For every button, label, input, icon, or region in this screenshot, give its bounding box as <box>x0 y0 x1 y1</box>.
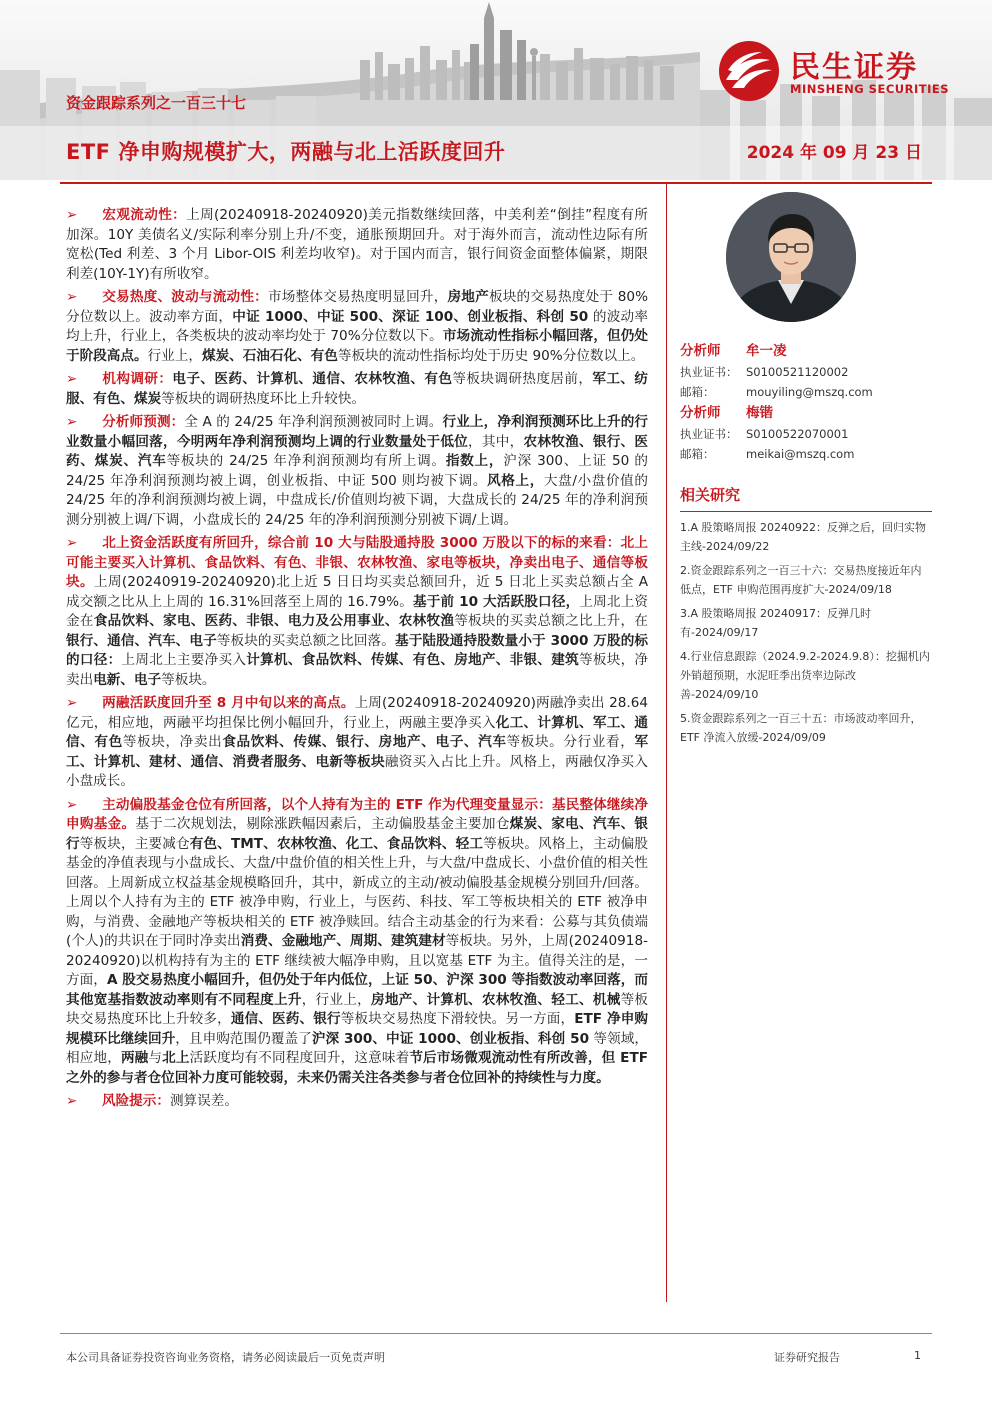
summary-bullet <box>66 694 648 792</box>
column-divider <box>666 184 667 1302</box>
bullet-text: 等领域，相应地， <box>66 1030 648 1066</box>
summary-bullet <box>66 1092 648 1112</box>
bullet-emphasis: 计算机、食品饮料、传媒、有色、房地产、非银、建筑 <box>246 652 579 668</box>
bullet-emphasis: 市场流动性指标小幅回落，但仍处于阶段高点。 <box>66 328 648 364</box>
analyst-email-row <box>680 382 932 402</box>
related-research-item[interactable]: 3.A 股策略周报 20240917：反弹几时有-2024/09/17 <box>680 607 872 639</box>
bullet-heading: 主动偏股基金仓位有所回落，以个人持有为主的 ETF 作为代理变量显示：基民整体继续净申购基金。 <box>66 796 648 832</box>
bullet-text: 等板块。另外，上周(20240918-20240920)以机构持有为主的 ETF 继续被大幅净申购，且以宽基 ETF 为主。值得关注的是，一方面， <box>66 933 649 988</box>
related-research-list <box>680 518 932 747</box>
bullet-emphasis: 军工、计算机、建材、通信、消费者服务、电新等板块 <box>66 734 649 770</box>
summary-bullet <box>66 413 648 530</box>
related-research <box>680 484 932 752</box>
cert-label: 执业证书： <box>680 427 738 441</box>
analyst-portrait-icon <box>726 192 856 322</box>
bullet-text: 大盘/小盘价值的 24/25 年的净利润预测均被上调，中盘成长/价值则均被下调，大盘成长的 24/25 年的净利润预测分别被上调/下调，小盘成长的 24/25 年的净利润预测分别被下调/上调。 <box>66 472 648 528</box>
header-divider <box>60 182 932 184</box>
report-header <box>0 0 992 180</box>
logo-name: 民生证券 <box>790 50 918 85</box>
bullet-text: 板块的交易热度处于 80%分位数以上。波动率方面， <box>66 289 648 325</box>
bullet-emphasis: 农林牧渔、银行、医药、煤炭、汽车 <box>66 433 649 469</box>
company-logo <box>718 40 968 100</box>
analyst-card <box>680 402 932 464</box>
bullet-emphasis: 风格上， <box>487 472 544 489</box>
bullet-emphasis: 食品饮料、家电、医药、非银、电力及公用事业、农林牧渔 <box>93 613 455 629</box>
summary-bullet <box>66 288 648 366</box>
summary-bullet <box>66 370 648 409</box>
arrow-bullet-icon: ➢ <box>66 207 78 223</box>
bullet-text: 等板块的调研热度环比上升较快。 <box>161 390 366 407</box>
bullet-text: 等板块的 24/25 年净利润预测均有所上调。 <box>166 453 446 469</box>
bullet-text: 市场整体交易热度明显回升， <box>267 289 448 305</box>
arrow-bullet-icon: ➢ <box>66 695 78 711</box>
bullet-emphasis: 有色、TMT、农林牧渔、化工、食品饮料、轻工 <box>189 835 484 852</box>
arrow-bullet-icon: ➢ <box>66 414 78 430</box>
analyst-name-row <box>680 340 932 362</box>
bullet-emphasis: A 股交易热度小幅回升，但仍处于年内低位，上证 50、沪深 300 等指数波动率回落，而其他宽基指数波动率则有不同程度上升 <box>66 972 648 1008</box>
bullet-text: 等板块的买卖总额之比上升，在 <box>454 613 649 629</box>
related-research-item[interactable]: 2.资金跟踪系列之一百三十六：交易热度接近年内低点，ETF 申购范围再度扩大-2024/09/18 <box>680 564 922 596</box>
bullet-emphasis: 银行、通信、汽车、电子 <box>66 632 217 649</box>
bullet-heading: 宏观流动性： <box>102 207 187 223</box>
email-label: 邮箱： <box>680 385 715 399</box>
cert-label: 执业证书： <box>680 365 738 379</box>
bullet-emphasis: 指数上， <box>445 453 504 469</box>
bullet-emphasis: 基于陆股通持股数量小于 3000 万股的标的口径： <box>66 632 649 668</box>
bullet-emphasis: 基于前 10 大活跃股口径， <box>412 593 580 610</box>
bullet-emphasis: 食品饮料、传媒、银行、房地产、电子、汽车 <box>222 734 507 750</box>
bullet-emphasis: 化工、计算机、军工、通信、有色 <box>66 714 649 750</box>
analyst-email-row <box>680 444 932 464</box>
bullet-emphasis: 北上 <box>162 1050 190 1066</box>
bullet-text: ，且申购范围仍覆盖了 <box>175 1030 312 1047</box>
bullet-text: 活跃度均有不同程度回升，这意味着 <box>189 1050 410 1066</box>
bullet-emphasis: 煤炭、石油石化、有色 <box>201 347 338 364</box>
bullet-text: 等板块的流动性指标均处于历史 90%分位数以上。 <box>337 347 645 364</box>
bullet-text: 全 A 的 24/25 年净利润预测被同时上调。 <box>184 414 443 430</box>
bullet-emphasis: 两融 <box>120 1050 149 1066</box>
analyst-photo <box>726 192 856 322</box>
summary-bullet <box>66 534 648 690</box>
bullet-text: 等板块。分行业看， <box>506 734 635 750</box>
bullet-text: 等板块的买卖总额之比回落。 <box>216 632 395 649</box>
analyst-list <box>680 340 932 464</box>
bullet-emphasis: 房地产 <box>447 289 489 305</box>
bullet-text: 行业上， <box>147 347 202 364</box>
bullet-emphasis: 中证 1000、中证 500、深证 100、创业板指、科创 50 <box>232 308 589 325</box>
bullet-text: 的波动率均上升，行业上，各类板块的波动率均处于 70%分位数以下。 <box>66 308 648 344</box>
footer-disclaimer: 本公司具备证券投资咨询业务资格，请务必阅读最后一页免责声明 <box>66 1351 385 1364</box>
bullet-text: 等板块，净卖出 <box>66 652 649 688</box>
bullet-text: 上周(20240919-20240920)北上近 5 日日均买卖总额回升，近 5 日北上买卖总额占全 A 成交额之比从上上周的 16.31%回落至上周的 16.79%。 <box>66 574 648 610</box>
related-research-title: 相关研究 <box>680 484 932 512</box>
minsheng-logo-icon <box>718 40 780 102</box>
email-link[interactable]: mouyiling@mszq.com <box>746 385 873 399</box>
report-title: ETF 净申购规模扩大，两融与北上活跃度回升 <box>66 140 506 164</box>
bullet-emphasis: 煤炭、家电、汽车、银行 <box>66 816 649 852</box>
bullet-text: 上周(20240918-20240920)美元指数继续回落，中美利差“倒挂”程度有所加深。10Y 美债名义/实际利率分别上升/不变，通胀预期回升。对于海外而言，流动性边际有所宽松(Ted 利差、3 个月 Libor-OIS 利差均收窄)。对于国内而言，银行间资金面整体偏紧，期限利差(10Y-1Y)有所收窄。 <box>66 207 648 282</box>
bullet-heading: 交易热度、波动与流动性： <box>102 289 268 305</box>
bullet-text: ，行业上， <box>301 991 372 1008</box>
bullet-text: 等板块调研热度居前， <box>452 371 593 387</box>
bullet-heading: 分析师预测： <box>102 414 185 430</box>
analyst-name-row <box>680 402 932 424</box>
bullet-emphasis: 军工、纺服、有色、煤炭 <box>66 371 648 407</box>
bullet-text: 上周(20240918-20240920)两融净卖出 28.64 亿元，相应地，两融平均担保比例小幅回升，行业上，两融主要净买入 <box>66 695 648 731</box>
bullet-text: 上周北上资金在 <box>66 593 649 629</box>
arrow-bullet-icon: ➢ <box>66 535 78 551</box>
cert-number: S0100521120002 <box>746 365 849 379</box>
bullet-text: 等板块交易热度下滑较快。另一方面， <box>340 1011 575 1027</box>
analyst-cert-row <box>680 424 932 444</box>
arrow-bullet-icon: ➢ <box>66 371 78 387</box>
summary-bullet <box>66 206 648 284</box>
bullet-heading: 风险提示： <box>102 1093 170 1109</box>
email-label: 邮箱： <box>680 447 715 461</box>
bullet-emphasis: 电新、电子 <box>93 671 162 688</box>
analyst-name: 梅锴 <box>746 405 773 421</box>
bullet-emphasis: 节后市场微观流动性有所改善，但 ETF 之外的参与者仓位回补力度可能较弱，未来仍需关注各类参与者仓位回补的持续性与力度。 <box>66 1050 649 1086</box>
bullet-text: 测算误差。 <box>169 1093 238 1109</box>
bullet-text: 基于二次规划法，剔除涨跌幅因素后，主动偏股基金主要加仓 <box>135 816 510 832</box>
series-title: 资金跟踪系列之一百三十七 <box>66 94 247 112</box>
bullet-heading: 两融活跃度回升至 8 月中旬以来的高点。 <box>102 695 355 711</box>
related-research-item[interactable]: 1.A 股策略周报 20240922：反弹之后，回归实物主线-2024/09/22 <box>680 521 927 553</box>
bullet-text: 等板块，主要减仓 <box>79 835 190 852</box>
bullet-emphasis: 房地产、计算机、农林牧渔、轻工、机械 <box>371 991 621 1008</box>
bullet-heading: 机构调研： <box>102 371 173 387</box>
analyst-cert-row <box>680 362 932 382</box>
bullet-text: 等板块。风格上，主动偏股基金的净值表现与小盘成长、大盘/中盘价值的相关性上升，与大盘/中盘成长、小盘价值的相关性回落。上周新成立权益基金规模略回升，其中，新成立的主动/被动偏股基金规模分别回升/回落。上周以个人持有为主的 ETF 被净申购，行业上，与医药、科技、军工等板块相关的 ETF 被净申购，与消费、金融地产等板块相关的 ETF 被净赎回。结合主动基金的行为来看：公募与其负债端(个人)的共识在于同时净卖出 <box>66 835 649 949</box>
analyst-role: 分析师 <box>680 405 721 421</box>
bullet-emphasis: 消费、金融地产、周期、建筑建材 <box>240 933 446 949</box>
bullet-text: 融资买入占比上升。风格上，两融仅净买入小盘成长。 <box>66 753 649 789</box>
page-number: 1 <box>914 1349 921 1362</box>
bullet-text: 等板块交易热度环比上升较多， <box>66 991 649 1027</box>
summary-body <box>66 206 648 1116</box>
bullet-text: 上周北上主要净买入 <box>121 652 247 668</box>
footer-divider <box>60 1333 932 1334</box>
email-link[interactable]: meikai@mszq.com <box>746 447 855 461</box>
arrow-bullet-icon: ➢ <box>66 1093 78 1109</box>
bullet-emphasis: 沪深 300、中证 1000、创业板指、科创 50 <box>311 1030 590 1047</box>
summary-bullet <box>66 796 648 1089</box>
bullet-emphasis: ETF 净申购规模环比继续回升 <box>66 1011 649 1047</box>
bullet-emphasis: 通信、医药、银行 <box>230 1011 341 1027</box>
related-research-item[interactable]: 4.行业信息跟踪（2024.9.2-2024.9.8）：挖掘机内外销超预期，水泥旺季出货率边际改善-2024/09/10 <box>680 650 930 701</box>
analyst-card <box>680 340 932 402</box>
related-research-item[interactable]: 5.资金跟踪系列之一百三十五：市场波动率回升，ETF 净流入放缓-2024/09/09 <box>680 712 922 744</box>
bullet-text: 与 <box>148 1050 163 1066</box>
report-date: 2024 年 09 月 23 日 <box>746 143 922 163</box>
analyst-role: 分析师 <box>680 343 721 359</box>
bullet-text: ，其中， <box>468 433 524 450</box>
bullet-heading: 北上资金活跃度有所回升，综合前 10 大与陆股通持股 3000 万股以下的标的来看：北上可能主要买入计算机、食品饮料、有色、非银、农林牧渔、家电等板块，净卖出电子、通信等板块。 <box>66 535 648 590</box>
bullet-text: 沪深 300、上证 50 的 24/25 年净利润预测均被上调，创业板指、中证 500 则均被下调。 <box>66 453 649 489</box>
bullet-emphasis: 行业上，净利润预测环比上升的行业数量小幅回落，今明两年净利润预测均上调的行业数量处于低位 <box>66 414 649 450</box>
logo-english-name: MINSHENG SECURITIES <box>790 82 949 96</box>
arrow-bullet-icon: ➢ <box>66 796 78 813</box>
bullet-text: 等板块，净卖出 <box>122 734 223 750</box>
bullet-emphasis: 电子、医药、计算机、通信、农林牧渔、有色 <box>172 371 453 387</box>
cert-number: S0100522070001 <box>746 427 849 441</box>
arrow-bullet-icon: ➢ <box>66 289 78 305</box>
bullet-text: 等板块。 <box>161 671 216 688</box>
analyst-name: 牟一凌 <box>746 343 787 359</box>
footer-doc-type: 证券研究报告 <box>774 1351 840 1364</box>
